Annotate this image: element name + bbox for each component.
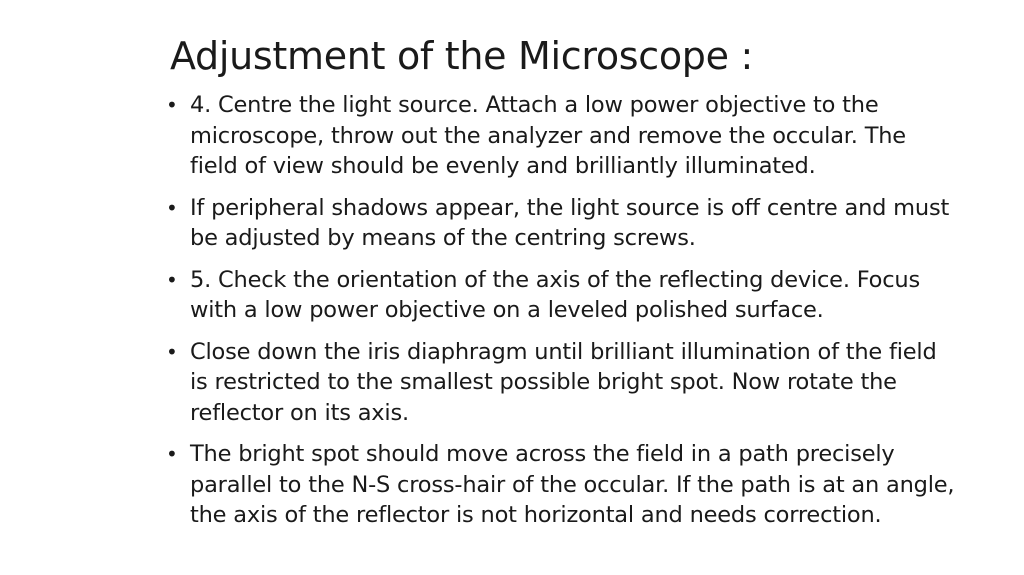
bullet-item <box>166 90 956 182</box>
bullet-text: The bright spot should move across the field in a path precisely parallel to the N-S cross-hair of the occular. If the path is at an angle, the axis of the reflector is not horizontal and needs correction. <box>190 441 955 528</box>
bullet-marker: • <box>166 339 178 364</box>
bullet-text: 5. Check the orientation of the axis of the reflecting device. Focus with a low power objective on a leveled polished surface. <box>190 266 920 323</box>
bullet-text: Close down the iris diaphragm until brilliant illumination of the field is restricted to the smallest possible bright spot. Now rotate the reflector on its axis. <box>190 338 937 426</box>
bullet-marker: • <box>166 195 178 220</box>
bullet-marker: • <box>166 93 178 117</box>
bullet-item <box>166 439 956 531</box>
bullet-item <box>166 193 956 254</box>
bullet-marker: • <box>166 267 178 292</box>
slide-title: Adjustment of the Microscope : <box>170 34 753 78</box>
bullet-text: If peripheral shadows appear, the light source is off centre and must be adjusted by means of the centring screws. <box>190 194 950 251</box>
bullet-item <box>166 337 956 429</box>
bullet-list <box>166 90 956 542</box>
bullet-text: 4. Centre the light source. Attach a low power objective to the microscope, throw out the analyzer and remove the occular. The field of view should be evenly and brilliantly illuminated. <box>190 92 906 179</box>
bullet-marker: • <box>166 442 178 466</box>
bullet-item <box>166 265 956 326</box>
